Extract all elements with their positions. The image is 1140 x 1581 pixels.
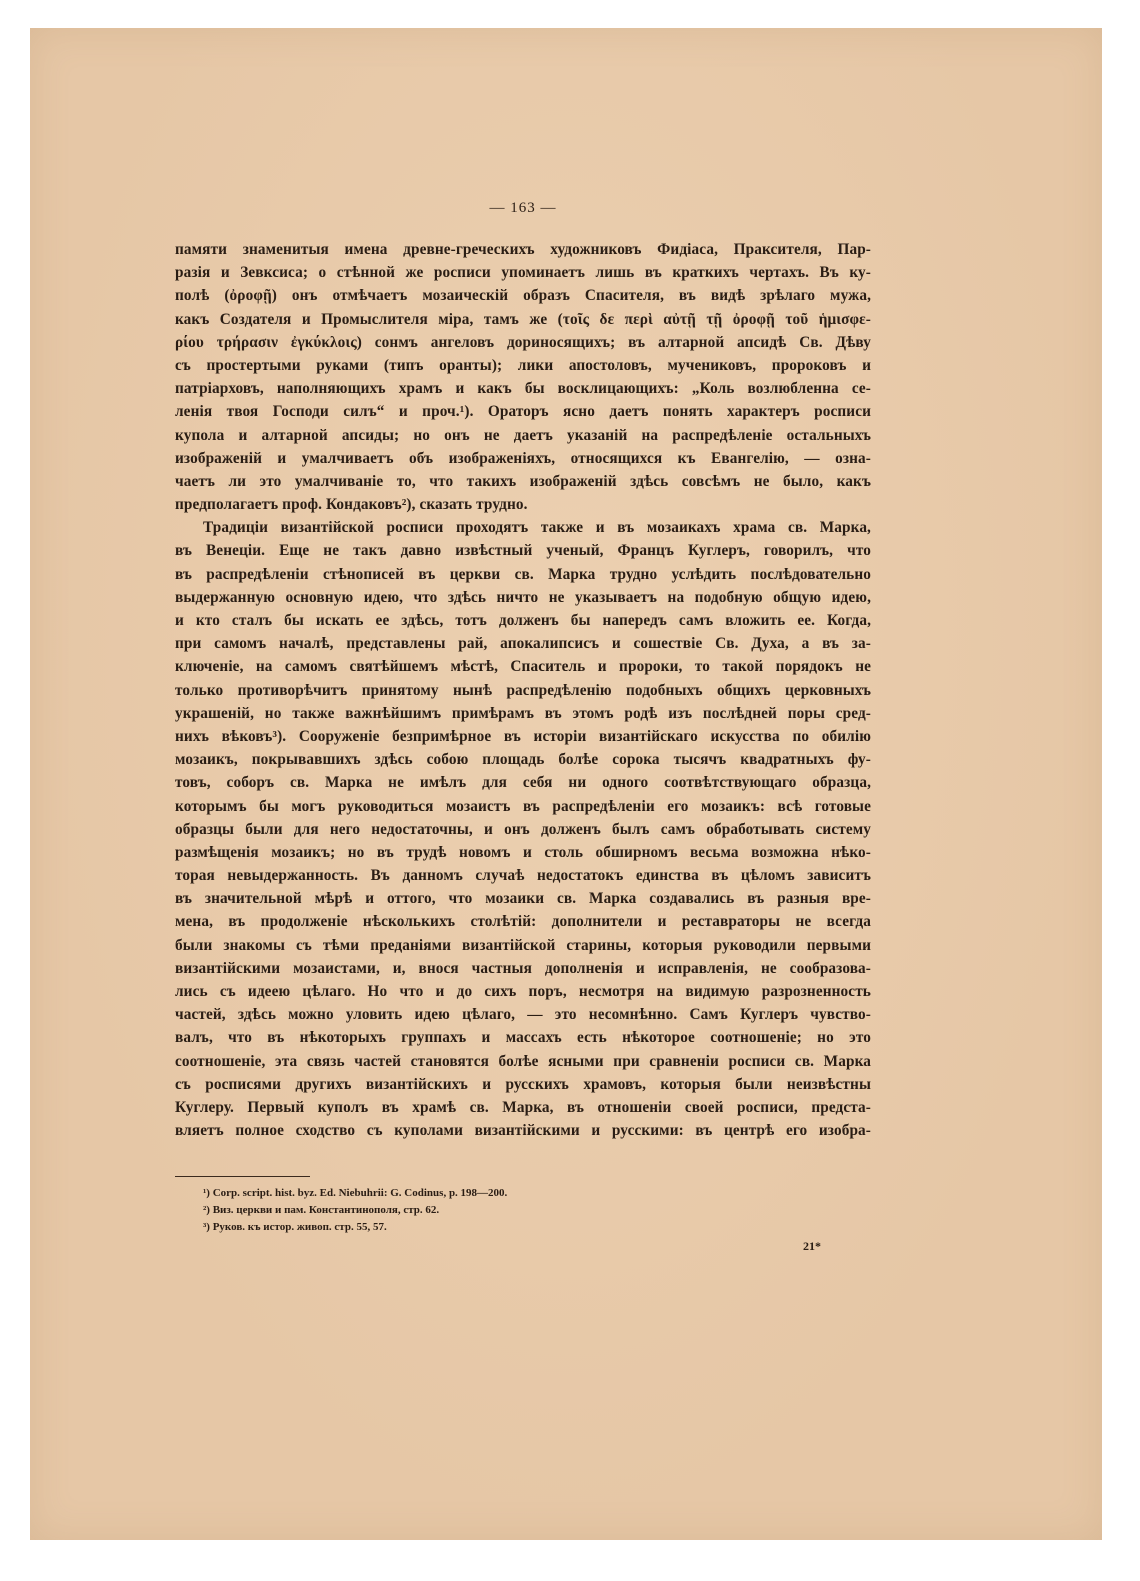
text-line: соотношенiе, эта связь частей становятся болѣе ясными при сравненiи росписи св. Марка bbox=[175, 1052, 871, 1070]
text-line: памяти знаменитыя имена древне-греческихъ художниковъ Фидiаса, Праксителя, Пар- bbox=[175, 241, 871, 258]
footnote-divider bbox=[175, 1176, 310, 1177]
text-line: образцы были для него недостаточны, и онъ долженъ былъ самъ обработывать систему bbox=[175, 820, 871, 838]
text-line: только противорѣчитъ принятому нынѣ распредѣленiю подобныхъ общихъ церковныхъ bbox=[175, 681, 871, 699]
text-line: полѣ (ὀροφῇ) онъ отмѣчаетъ мозаическiй образъ Спасителя, въ видѣ зрѣлаго мужа, bbox=[175, 287, 871, 305]
footnote: ³) Руков. къ истор. живоп. стр. 55, 57. bbox=[203, 1221, 387, 1233]
text-line: вляетъ полное сходство съ куполами византiйскими и русскими: въ центрѣ его изобра- bbox=[175, 1122, 871, 1140]
page-number: — 163 — bbox=[489, 200, 557, 216]
text-line: частей, здѣсь можно уловить идею цѣлаго, — это несомнѣнно. Самъ Куглеръ чувство- bbox=[175, 1006, 871, 1024]
text-line: при самомъ началѣ, представлены рай, апокалипсисъ и сошествiе Св. Духа, а въ за- bbox=[175, 635, 871, 653]
text-line: мозаикъ, покрывавшихъ здѣсь собою площадь болѣе сорока тысячъ квадратныхъ фу- bbox=[175, 751, 871, 769]
text-line: съ простертыми руками (типъ оранты); лики апостоловъ, мучениковъ, пророковъ и bbox=[175, 356, 871, 374]
text-line: византiйскими мозаистами, и, внося частныя дополненiя и исправленiя, не сообразова- bbox=[175, 959, 871, 977]
footnote: ²) Виз. церкви и пам. Константинополя, стр. 62. bbox=[203, 1204, 440, 1216]
text-line: патрiарховъ, наполняющихъ храмъ и какъ бы восклицающихъ: „Коль возлюбленна се- bbox=[175, 380, 871, 398]
text-line: въ распредѣленiи стѣнописей въ церкви св. Марка трудно услѣдить послѣдовательно bbox=[175, 565, 871, 583]
text-line: въ значительной мѣрѣ и оттого, что мозаики св. Марка создавались въ разныя вре- bbox=[175, 890, 871, 908]
text-line: ключенiе, на самомъ святѣйшемъ мѣстѣ, Спаситель и пророки, то такой порядокъ не bbox=[175, 658, 871, 676]
text-line: которымъ бы могъ руководиться мозаистъ въ распредѣленiи его мозаикъ: всѣ готовые bbox=[175, 797, 871, 815]
text-line: чаетъ ли это умалчиванiе то, что такихъ изображенiй здѣсь совсѣмъ не было, какъ bbox=[175, 472, 871, 490]
footnotes bbox=[203, 1185, 843, 1236]
text-line: Куглеру. Первый куполъ въ храмѣ св. Марка, въ отношенiи своей росписи, предста- bbox=[175, 1098, 871, 1116]
text-line: Традицiи византiйской росписи проходятъ также и въ мозаикахъ храма св. Марка, bbox=[203, 519, 871, 537]
text-line: купола и алтарной апсиды; но онъ не даетъ указанiй на распредѣленiе остальныхъ bbox=[175, 426, 871, 444]
text-line: лись съ идеею цѣлаго. Но что и до сихъ поръ, несмотря на видимую разрозненность bbox=[175, 983, 871, 1000]
text-line: ленiя твоя Господи силъ“ и проч.¹). Ораторъ ясно даетъ понять характеръ росписи bbox=[175, 403, 871, 421]
main-text bbox=[175, 238, 871, 1142]
text-line: выдержанную основную идею, что здѣсь ничто не указываетъ на подобную общую идею, bbox=[175, 588, 871, 606]
text-line: предполагаетъ проф. Кондаковъ²), сказать трудно. bbox=[175, 496, 528, 514]
printer-signature: 21* bbox=[803, 1239, 821, 1253]
text-line: были знакомы съ тѣми преданiями византiйской старины, которыя руководили первыми bbox=[175, 936, 871, 954]
text-line: въ Венецiи. Еще не такъ давно извѣстный ученый, Францъ Куглеръ, говорилъ, что bbox=[175, 542, 871, 560]
text-line: изображенiй и умалчиваетъ объ изображенiяхъ, относящихся къ Евангелiю, — озна- bbox=[175, 449, 871, 467]
text-line: украшенiй, но также важнѣйшимъ примѣрамъ въ этомъ родѣ изъ послѣдней поры сред- bbox=[175, 704, 871, 722]
text-line: какъ Создателя и Промыслителя мiра, тамъ же (τοῖς δε περὶ αὐτῇ τῇ ὀροφῇ τοῦ ἡμισφε- bbox=[175, 310, 871, 328]
text-line: мена, въ продолженiе нѣсколькихъ столѣтiй: дополнители и реставраторы не всегда bbox=[175, 913, 871, 931]
text-line: съ росписями другихъ византiйскихъ и русскихъ храмовъ, которыя были неизвѣстны bbox=[175, 1075, 871, 1093]
text-line: торая невыдержанность. Въ данномъ случаѣ недостатокъ единства въ цѣломъ зависитъ bbox=[175, 867, 871, 885]
text-line: разiя и Зевксиса; о стѣнной же росписи упоминаетъ лишь въ краткихъ чертахъ. Въ ку- bbox=[175, 264, 871, 282]
footnote: ¹) Corp. script. hist. byz. Ed. Niebuhrii: G. Codinus, p. 198—200. bbox=[203, 1187, 508, 1199]
text-line: ρίου τρήρασιν ἐγκύκλοις) сонмъ ангеловъ дориносящихъ; въ алтарной апсидѣ Св. Дѣву bbox=[175, 333, 871, 351]
text-line: и кто сталъ бы искать ее здѣсь, тотъ долженъ бы напередъ самъ вложить ее. Когда, bbox=[175, 612, 871, 629]
text-line: товъ, соборъ св. Марка не имѣлъ для себя ни одного соотвѣтствующаго образца, bbox=[175, 774, 871, 792]
text-line: размѣщенiя мозаикъ; но въ трудѣ новомъ и столь обширномъ весьма возможна нѣко- bbox=[175, 843, 871, 861]
text-line: валъ, что въ нѣкоторыхъ группахъ и массахъ есть нѣкоторое соотношенiе; но это bbox=[175, 1029, 871, 1047]
text-line: нихъ вѣковъ³). Сооруженiе безпримѣрное въ исторiи византiйскаго искусства по обилiю bbox=[175, 727, 871, 745]
